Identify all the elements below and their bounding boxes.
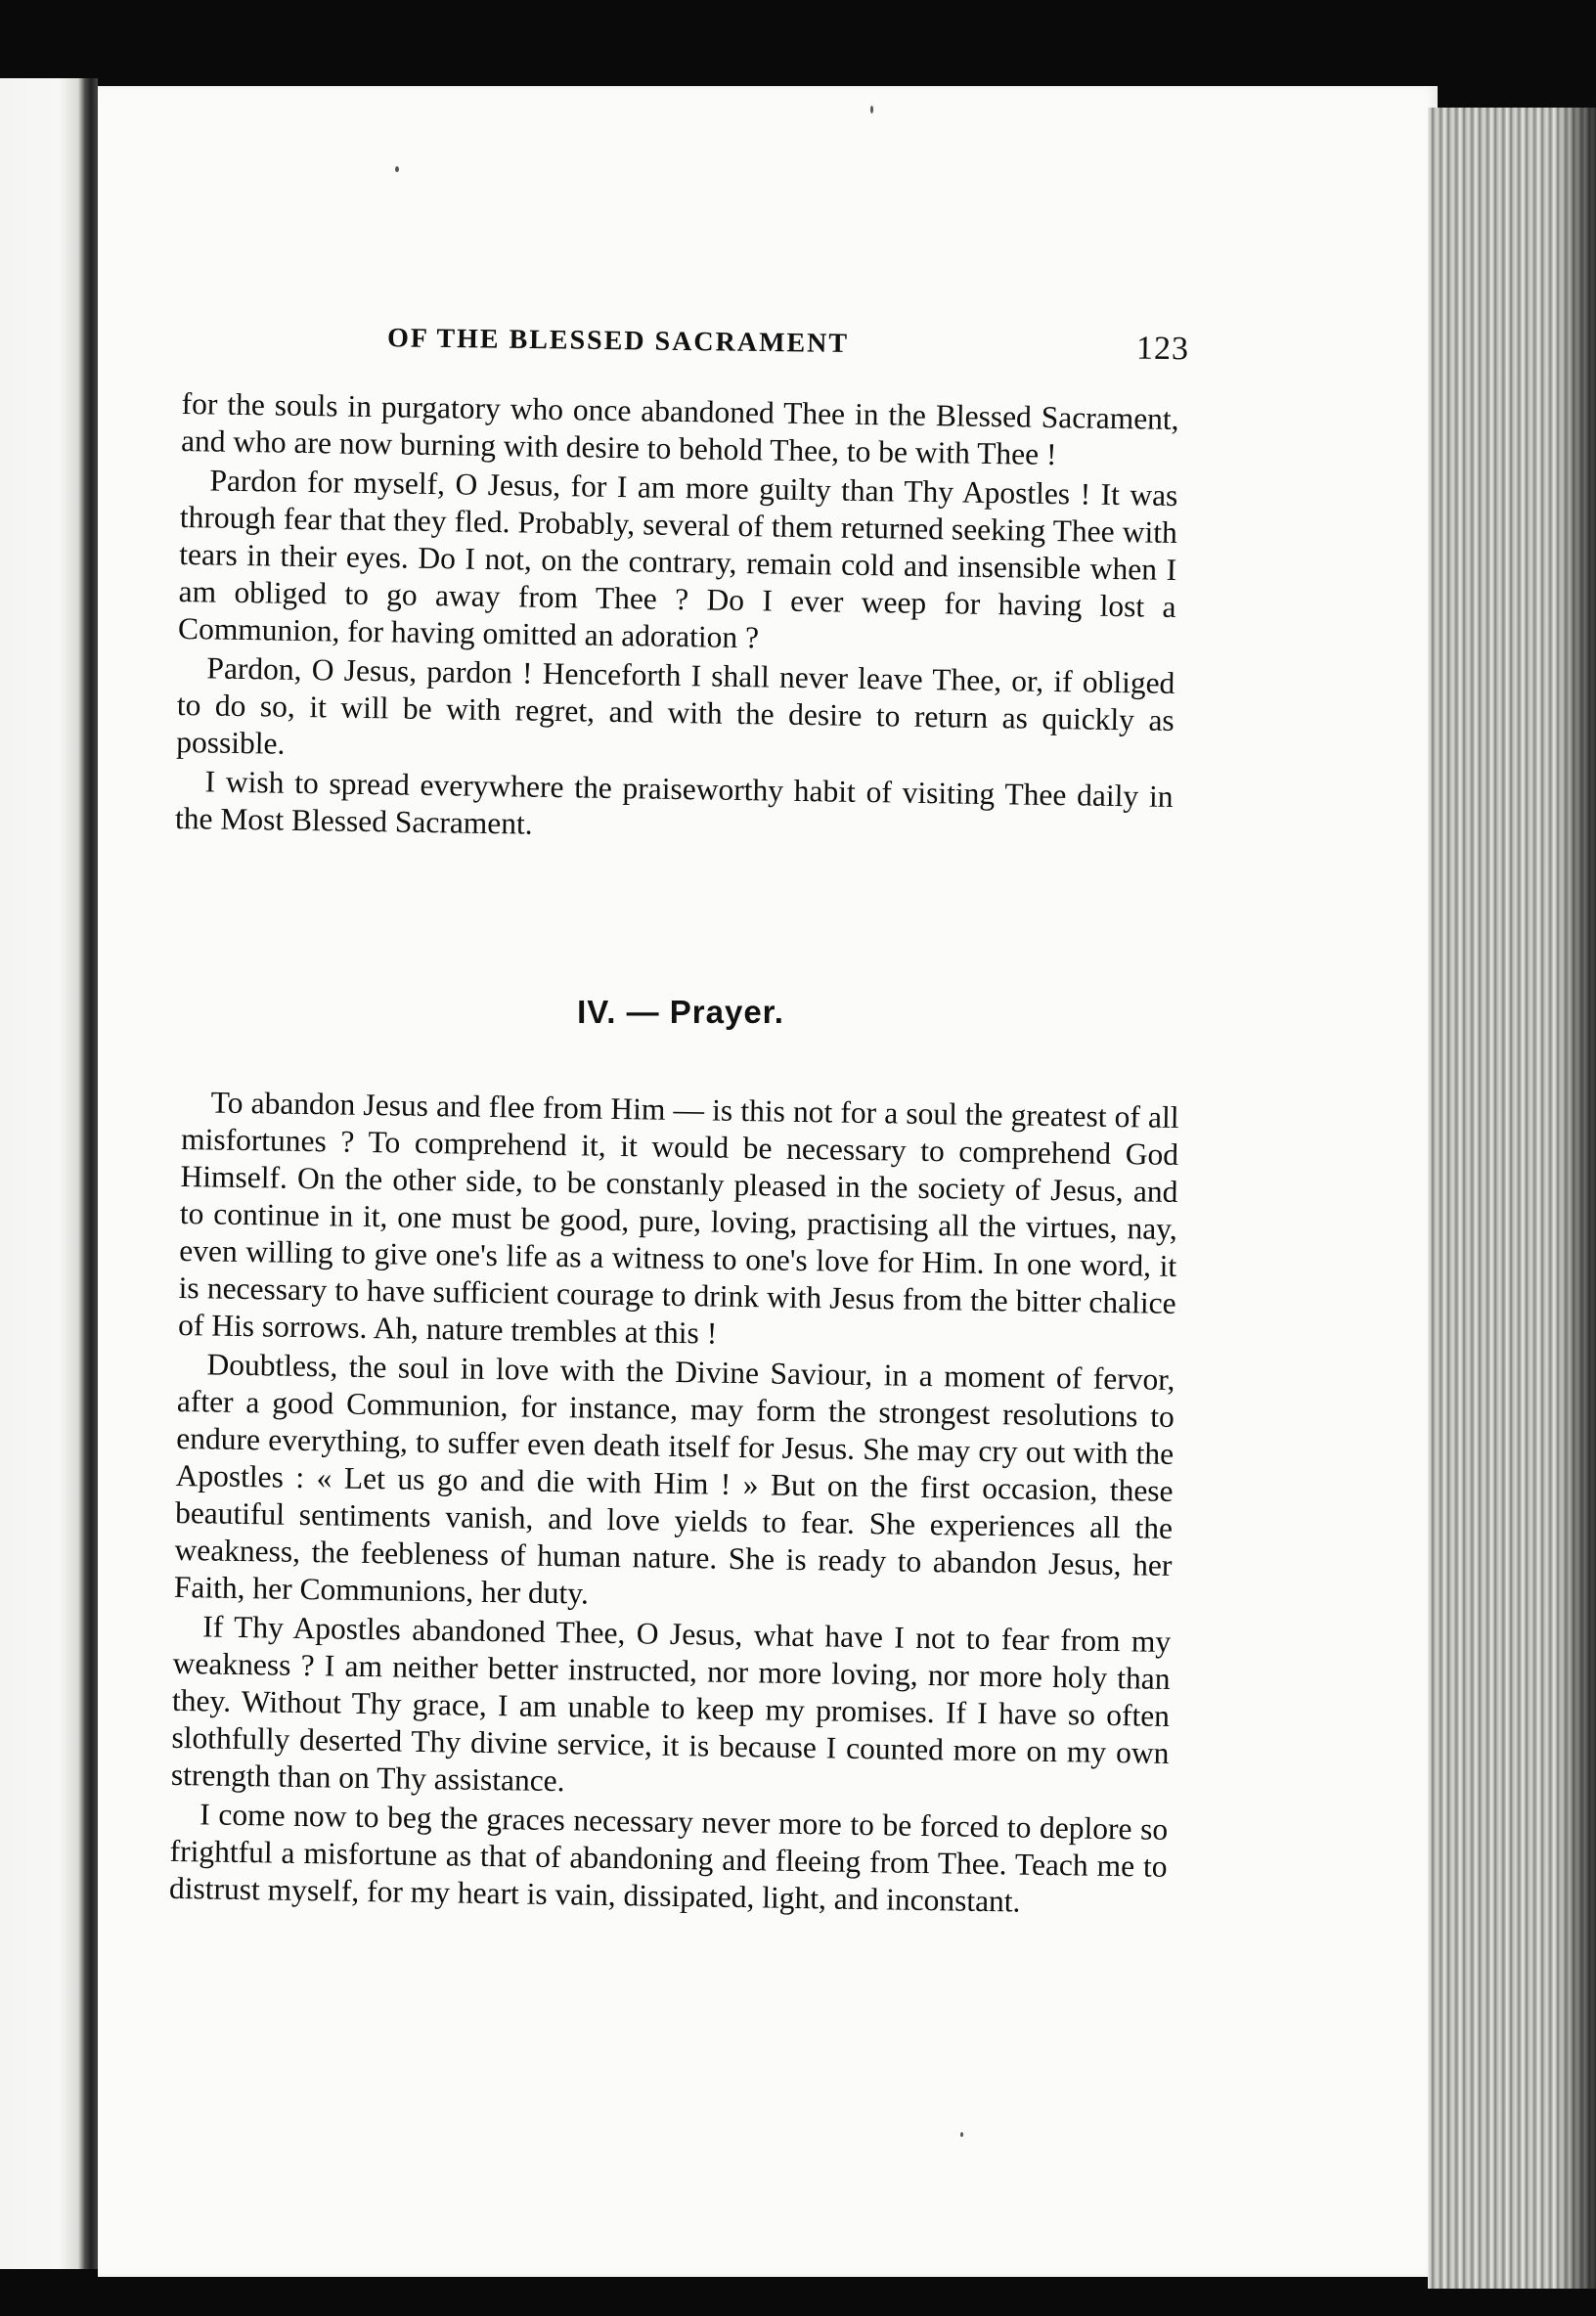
ink-speck (395, 166, 399, 172)
book-gutter (84, 78, 98, 2269)
paragraph: If Thy Apostles abandoned Thee, O Jesus, what have I not to fear from my weakness ? I am neither better instructed, nor more loving, nor more holy than they. Without Thy grace, I am unable to keep my promises. If I have so often slothfully deserted Thy divine service, it is because I counted more on my own strength than on Thy assistance. (170, 1609, 1172, 1799)
paragraph: Pardon, O Jesus, pardon ! Henceforth I shall never leave Thee, or, if obliged to do so, it will be with regret, and with the desire to return as quickly as possible. (175, 650, 1175, 761)
paragraph: Doubtless, the soul in love with the Divine Saviour, in a moment of fervor, after a good Communion, for instance, may form the strongest resolutions to endure everything, to suffer even death itself for Jesus. She may cry out with the Apostles : « Let us go and die with Him ! » But on the first occasion, these beautiful sentiments vanish, and love yields to fear. She experiences all the weakness, the feebleness of human nature. She is ready to abandon Jesus, her Faith, her Communions, her duty. (173, 1347, 1175, 1611)
page-edges-stack (1428, 108, 1596, 2289)
ink-speck (960, 2132, 963, 2137)
ink-speck (870, 106, 873, 113)
section-heading: IV. — Prayer. (577, 994, 784, 1030)
paragraph: for the souls in purgatory who once abandoned Thee in the Blessed Sacrament, and who are now burning with desire to behold Thee, to be with Thee ! (180, 385, 1179, 472)
facing-page-edge (0, 78, 98, 2269)
running-head-title: OF THE BLESSED SACRAMENT (386, 323, 850, 360)
page-number: 123 (1135, 330, 1190, 368)
paragraph: I come now to beg the graces necessary never more to be forced to deplore so frightful a misfortune as that of abandoning and fleeing from Thee. Teach me to distrust myself, for my heart is vain, dissipated, light, and inconstant. (168, 1797, 1169, 1919)
paragraph: To abandon Jesus and flee from Him — is this not for a soul the greatest of all misfortunes ? To comprehend it, it would be necessary to comprehend God Himself. On the other side, to be constanly pleased in the society of Jesus, and to continue in it, one must be good, pure, loving, practising all the virtues, nay, even willing to give one's life as a witness to one's love for Him. In one word, it is necessary to have sufficient courage to drink with Jesus from the bitter chalice of His sorrows. Ah, nature trembles at this ! (177, 1085, 1179, 1351)
continuation-text (175, 385, 1179, 855)
paragraph: Pardon for myself, O Jesus, for I am more guilty than Thy Apostles ! It was through fear that they fled. Probably, several of them returned seeking Thee with tears in their eyes. Do I not, on the contrary, remain cold and insensible when I am obliged to go away from Thee ? Do I ever weep for having lost a Communion, for having omitted an adoration ? (177, 463, 1178, 655)
paragraph: I wish to spread everywhere the praiseworthy habit of visiting Thee daily in the Most Blessed Sacrament. (174, 764, 1174, 841)
section-body (169, 1084, 1179, 1925)
